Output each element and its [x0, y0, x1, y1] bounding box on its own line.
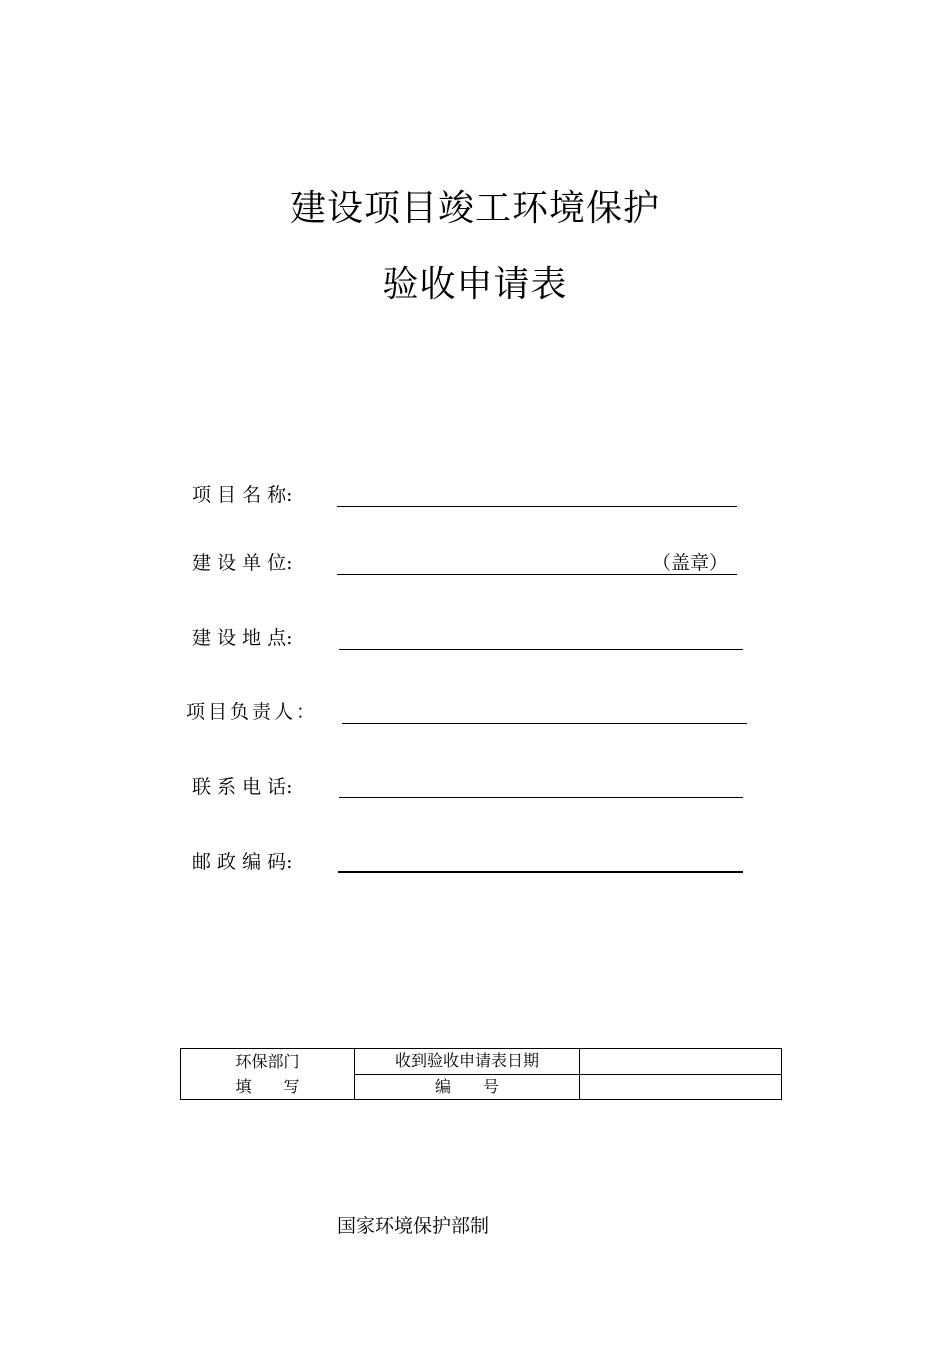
office-section-label-line1: 环保部门 — [235, 1052, 300, 1071]
office-section-label-line2: 填 写 — [235, 1077, 300, 1096]
field-label: 联 系 电 话: — [192, 776, 293, 798]
received-date-label: 收到验收申请表日期 — [355, 1049, 580, 1075]
received-date-value[interactable] — [580, 1049, 782, 1075]
construction-site-input-line[interactable] — [339, 649, 743, 650]
field-construction-unit — [0, 550, 950, 580]
table-row — [181, 1049, 782, 1075]
serial-number-value[interactable] — [580, 1074, 782, 1100]
field-label: 项 目 名 称: — [192, 484, 293, 506]
field-label: 项目负责人： — [186, 701, 319, 723]
field-project-manager — [0, 699, 950, 729]
project-name-input-line[interactable] — [337, 506, 737, 507]
field-construction-site — [0, 625, 950, 655]
contact-phone-input-line[interactable] — [339, 797, 743, 798]
field-contact-phone — [0, 774, 950, 804]
document-title-line2: 验收申请表 — [382, 264, 568, 305]
field-label: 建 设 地 点: — [192, 627, 293, 649]
issuer-footer: 国家环境保护部制 — [337, 1215, 490, 1237]
field-label: 建 设 单 位: — [192, 552, 293, 574]
field-project-name — [0, 482, 950, 512]
office-section-label — [181, 1049, 355, 1100]
office-use-table — [180, 1048, 782, 1100]
seal-note: （盖章） — [652, 552, 729, 574]
field-postal-code — [0, 849, 950, 879]
postal-code-input-line[interactable] — [338, 871, 743, 873]
document-title-line1: 建设项目竣工环境保护 — [289, 188, 660, 229]
field-label: 邮 政 编 码: — [192, 851, 293, 873]
serial-number-label: 编 号 — [355, 1074, 580, 1100]
project-manager-input-line[interactable] — [342, 723, 747, 724]
